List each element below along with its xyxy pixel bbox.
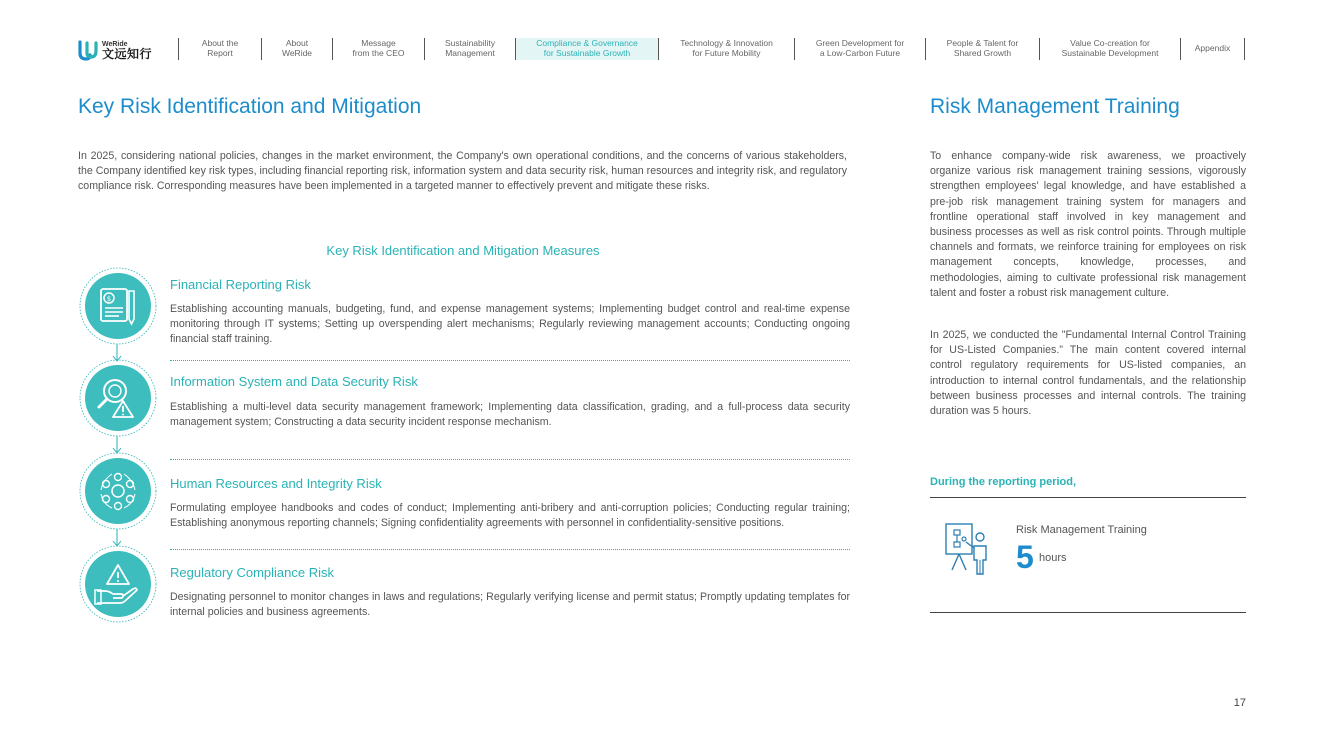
training-stat-label: Risk Management Training: [1016, 524, 1147, 536]
risk-text-data-security: Establishing a multi-level data security management framework; Implementing data classification, grading, and a full-process data security management system; Constructing a data security incident response mechanism.: [170, 401, 850, 429]
weride-logo[interactable]: [78, 38, 158, 62]
risk-divider: [170, 459, 850, 460]
risk-text-human-resources: Formulating employee handbooks and codes of conduct; Implementing anti-bribery and anti-corruption policies; Conducting regular training; Establishing anonymous reporting channels; Signing confidentiality agreements with personnel in confidentiality-sensitive positions.: [170, 502, 850, 530]
nav-compliance-governance[interactable]: Compliance & Governance for Sustainable Growth: [515, 38, 658, 60]
stat-top-rule: [930, 497, 1246, 498]
risk-title-data-security: Information System and Data Security Risk: [170, 374, 418, 389]
risk-divider: [170, 360, 850, 361]
nav-message-ceo[interactable]: Message from the CEO: [332, 38, 424, 60]
training-paragraph-2: In 2025, we conducted the "Fundamental Internal Control Training for US-Listed Companies." The main content covered internal control regulatory requirements for US-listed companies, an introduction to internal control fundamentals, and the relationship between business processes and internal controls. The training duration was 5 hours.: [930, 329, 1246, 418]
nav-appendix[interactable]: Appendix: [1180, 38, 1245, 60]
section-title-key-risk: Key Risk Identification and Mitigation: [78, 95, 422, 118]
nav-sustainability-management[interactable]: Sustainability Management: [424, 38, 515, 60]
risk-text-financial: Establishing accounting manuals, budgeting, fund, and expense management systems; Implementing budget control and real-time expense monitoring through IT systems; Setting up overspending alert mechanisms; Regularly reviewing management accounts; Conducting ongoing financial staff training.: [170, 303, 850, 346]
top-navigation: [178, 36, 1245, 62]
nav-technology-innovation[interactable]: Technology & Innovation for Future Mobility: [658, 38, 794, 60]
training-paragraph-1: To enhance company-wide risk awareness, we proactively organize various risk management training sessions, vigorously strengthen employees' legal knowledge, and have established a pre-job risk management training system for managers and frontline operational staff involved in key management and business processes as well as risk control points. Through multiple channels and formats, we reinforce training for employees on risk management concepts, knowledge, processes, and methodologies, aiming to cultivate professional risk management talent and foster a robust risk management culture.: [930, 150, 1246, 299]
nav-people-talent[interactable]: People & Talent for Shared Growth: [925, 38, 1039, 60]
reporting-period-label: During the reporting period,: [930, 476, 1077, 488]
human-resources-icon: [79, 452, 157, 530]
mitigation-measures-subheading: Key Risk Identification and Mitigation Measures: [326, 243, 600, 258]
stat-bottom-rule: [930, 612, 1246, 613]
nav-green-development[interactable]: Green Development for a Low-Carbon Future: [794, 38, 925, 60]
svg-text:$: $: [106, 295, 112, 303]
nav-value-cocreation[interactable]: Value Co-creation for Sustainable Development: [1039, 38, 1180, 60]
section-title-risk-training: Risk Management Training: [930, 95, 1180, 118]
financial-report-icon: [79, 267, 157, 345]
logo-text-cn: 文远知行: [102, 46, 153, 61]
weride-logo-mark-icon: [78, 39, 98, 61]
risk-text-regulatory: Designating personnel to monitor changes in laws and regulations; Regularly verifying license and permit status; Promptly updating templates for internal policies and business agreements.: [170, 591, 850, 619]
key-risk-intro-paragraph: In 2025, considering national policies, changes in the market environment, the Company's own operational conditions, and the concerns of various stakeholders, the Company identified key risk types, including financial reporting risk, information system and data security risk, human resources and integrity risk, and regulatory compliance risk. Corresponding measures have been implemented in a targeted manner to effectively prevent and mitigate these risks.: [78, 150, 847, 193]
risk-title-financial: Financial Reporting Risk: [170, 277, 311, 292]
compliance-warning-icon: [79, 545, 157, 623]
training-stat-value: 5: [1016, 539, 1034, 575]
risk-title-regulatory: Regulatory Compliance Risk: [170, 565, 335, 580]
logo-text-en: WeRide: [102, 40, 128, 48]
risk-divider: [170, 549, 850, 550]
data-security-icon: [79, 359, 157, 437]
training-stat-unit: hours: [1039, 552, 1067, 564]
nav-about-weride[interactable]: About WeRide: [261, 38, 332, 60]
trainer-presentation-icon: [944, 520, 992, 576]
page-number: 17: [1233, 697, 1246, 709]
risk-title-human-resources: Human Resources and Integrity Risk: [170, 476, 382, 491]
nav-about-report[interactable]: About the Report: [178, 38, 261, 60]
